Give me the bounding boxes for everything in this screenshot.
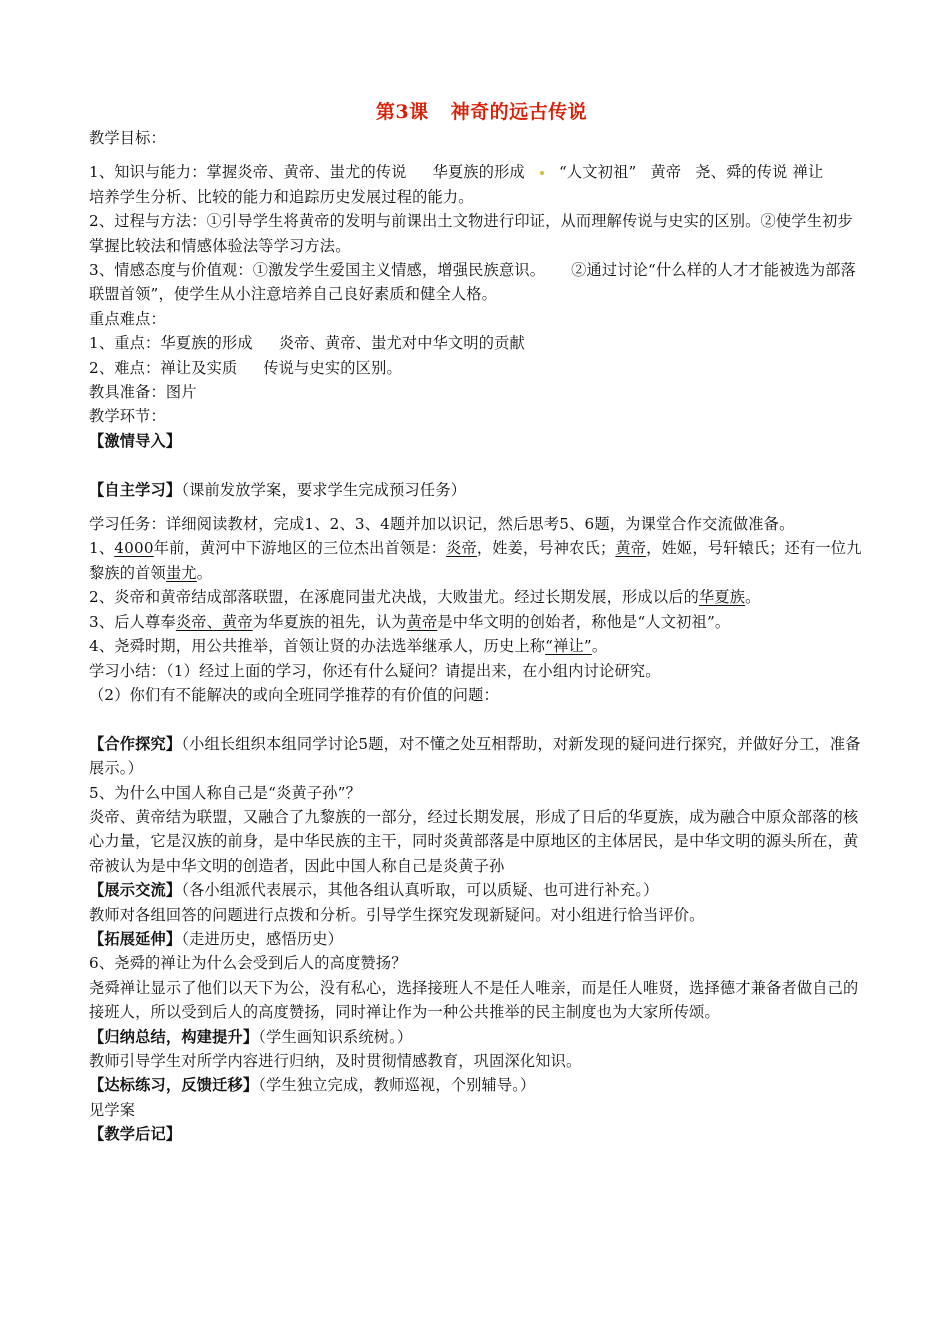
objectives-heading: 教学目标： — [89, 129, 166, 147]
section-self-study: 【自主学习】（课前发放学案，要求学生完成预习任务） — [89, 480, 467, 499]
section-postscript: 【教学后记】 — [89, 1125, 182, 1144]
practice-text: 见学案 — [89, 1100, 136, 1119]
key-point-1: 1、重点：华夏族的形成 炎帝、黄帝、蚩尤对中华文明的贡献 — [89, 334, 525, 353]
section-summary: 【归纳总结，构建提升】（学生画知识系统树。） — [89, 1027, 413, 1046]
summary-text: 教师引导学生对所学内容进行归纳，及时贯彻情感教育，巩固深化知识。 — [89, 1052, 582, 1070]
question-3: 3、后人尊奉炎帝、黄帝为华夏族的祖先，认为黄帝是中华文明的创始者，称他是“人文初祖”。 — [89, 612, 731, 631]
section-cooperation: 【合作探究】（小组长组织本组同学讨论5题，对不懂之处互相帮助，对新发现的疑问进行探究，并做好分工，准备展示。） — [89, 734, 861, 778]
answer-6: 尧舜禅让显示了他们以天下为公，没有私心，选择接班人不是任人唯亲，而是任人唯贤，选择德才兼备者做自己的接班人，所以受到后人的高度赞扬，同时禅让作为一种公共推举的民主制度也为大家所传颂。 — [89, 978, 859, 1022]
answer-5: 炎帝、黄帝结为联盟，又融合了九黎族的一部分，经过长期发展，形成了日后的华夏族，成为融合中原众部落的核心力量，它是汉族的前身，是中华民族的主干，同时炎黄部落是中原地区的主体居民，是中华文明的源头所在，黄帝被认为是中华文明的创造者，因此中国人称自己是炎黄子孙 — [89, 807, 859, 875]
study-task: 学习任务：详细阅读教材，完成1、2、3、4题并加以识记，然后思考5、6题，为课堂合作交流做准备。 — [89, 515, 795, 534]
dot-mark — [540, 171, 544, 175]
study-summary: 学习小结：（1）经过上面的学习，你还有什么疑问？请提出来，在小组内讨论研究。 — [89, 661, 661, 680]
document-page — [89, 98, 864, 1147]
presentation-text: 教师对各组回答的问题进行点拨和分析。引导学生探究发现新疑问。对小组进行恰当评价。 — [89, 905, 705, 924]
teaching-steps: 教学环节： — [89, 407, 166, 426]
objective-3: 3、情感态度与价值观：①激发学生爱国主义情感，增强民族意识。 ②通过讨论“什么样的人才才能被选为部落联盟首领”，使学生从小注意培养自己良好素质和健全人格。 — [89, 261, 857, 304]
key-points-heading: 重点难点： — [89, 309, 166, 328]
study-summary-2: （2）你们有不能解决的或向全班同学推荐的有价值的问题： — [89, 685, 499, 704]
section-extension: 【拓展延伸】（走进历史，感悟历史） — [89, 929, 343, 948]
section-intro: 【激情导入】 — [89, 431, 182, 450]
question-1: 1、4000年前，黄河中下游地区的三位杰出首领是：炎帝，姓姜，号神农氏；黄帝，姓姬，号轩辕氏；还有一位九黎族的首领蚩尤。 — [89, 539, 862, 582]
lesson-name: 神奇的远古传说 — [450, 101, 588, 123]
objective-2: 2、过程与方法：①引导学生将黄帝的发明与前课出土文物进行印证，从而理解传说与史实的区别。②使学生初步掌握比较法和情感体验法等学习方法。 — [89, 212, 853, 255]
key-point-2: 2、难点：禅让及实质 传说与史实的区别。 — [89, 358, 402, 377]
question-6: 6、尧舜的禅让为什么会受到后人的高度赞扬？ — [89, 954, 407, 973]
question-5: 5、为什么中国人称自己是“炎黄子孙”？ — [89, 783, 361, 802]
section-practice: 【达标练习，反馈迁移】（学生独立完成，教师巡视，个别辅导。） — [89, 1076, 536, 1095]
lesson-number: 第3课 — [375, 101, 429, 123]
teaching-aids: 教具准备：图片 — [89, 383, 197, 402]
objective-1: 1、知识与能力：掌握炎帝、黄帝、蚩尤的传说 华夏族的形成 “人文初祖” 黄帝 尧、舜的传说 禅让培养学生分析、比较的能力和追踪历史发展过程的能力。 — [89, 163, 824, 206]
section-presentation: 【展示交流】（各小组派代表展示，其他各组认真听取，可以质疑、也可进行补充。） — [89, 881, 659, 900]
lesson-title — [99, 98, 864, 126]
question-4: 4、尧舜时期，用公共推举，首领让贤的办法选举继承人，历史上称“禅让”。 — [89, 637, 608, 656]
question-2: 2、炎帝和黄帝结成部落联盟，在涿鹿同蚩尤决战，大败蚩尤。经过长期发展，形成以后的华夏族。 — [89, 588, 761, 607]
